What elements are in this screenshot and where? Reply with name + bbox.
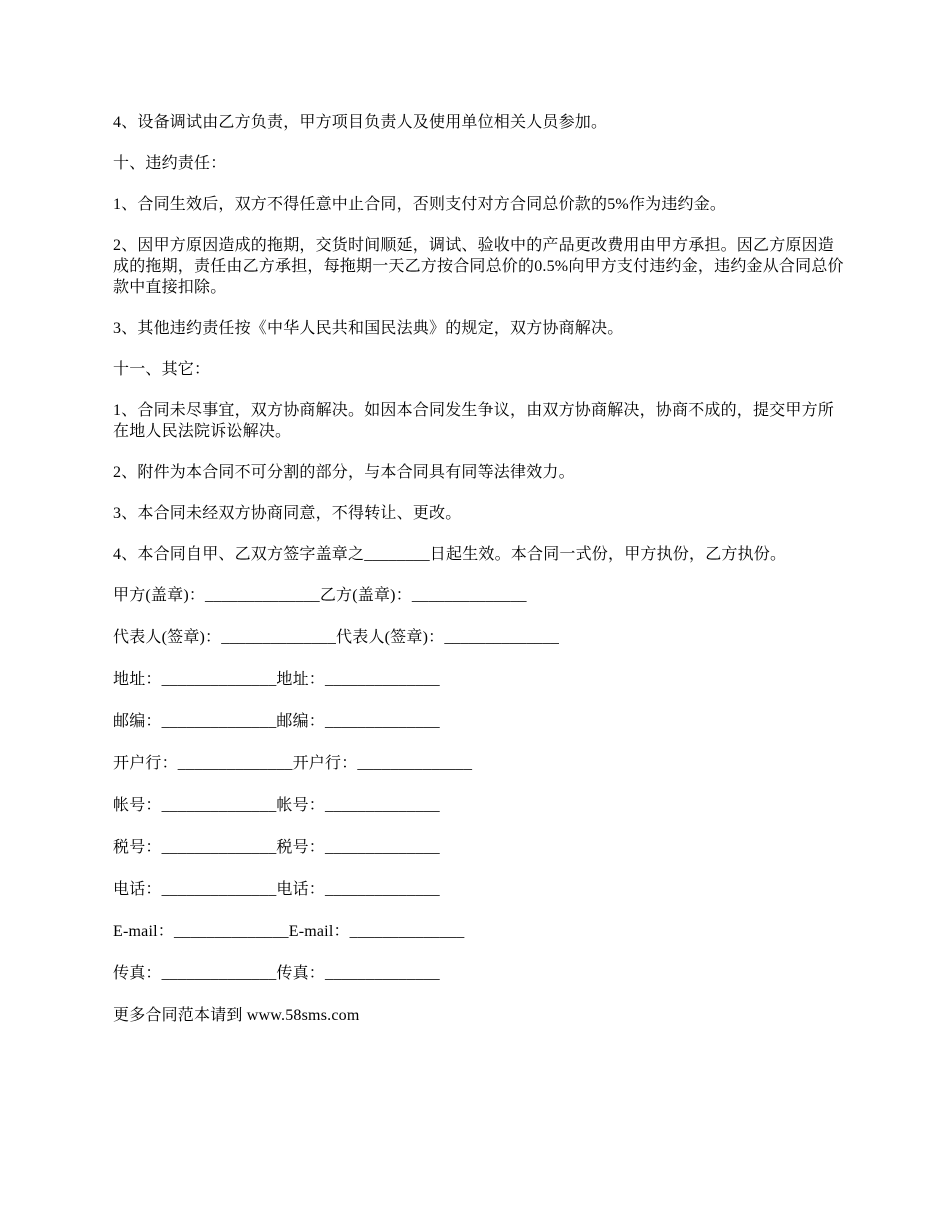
clause-10-3: 3、其他违约责任按《中华人民共和国民法典》的规定，双方协商解决。: [113, 320, 624, 337]
signature-postcode-line: 邮编：______________邮编：______________: [113, 713, 440, 730]
footer-more-templates: 更多合同范本请到 www.58sms.com: [113, 1007, 360, 1024]
clause-4-debugging: 4、设备调试由乙方负责，甲方项目负责人及使用单位相关人员参加。: [113, 114, 608, 131]
signature-email-line: E-mail：______________E-mail：______________: [113, 923, 465, 940]
signature-tax-line: 税号：______________税号：______________: [113, 839, 440, 856]
clause-11-3: 3、本合同未经双方协商同意，不得转让、更改。: [113, 505, 462, 522]
document-page: [113, 112, 845, 1046]
signature-representative-line: 代表人(签章)：______________代表人(签章)：______________: [113, 629, 560, 646]
section-heading-10: 十、违约责任：: [113, 155, 227, 172]
signature-account-line: 帐号：______________帐号：______________: [113, 797, 440, 814]
signature-party-line: 甲方(盖章)：______________乙方(盖章)：______________: [113, 587, 527, 604]
clause-10-2: 2、因甲方原因造成的拖期，交货时间顺延，调试、验收中的产品更改费用由甲方承担。因乙方原因造成的拖期，责任由乙方承担，每拖期一天乙方按合同总价的0.5%向甲方支付违约金，违约金从合同总价款中直接扣除。: [113, 237, 844, 296]
section-heading-11: 十一、其它：: [113, 361, 211, 378]
clause-11-2: 2、附件为本合同不可分割的部分，与本合同具有同等法律效力。: [113, 464, 575, 481]
clause-11-1: 1、合同未尽事宜，双方协商解决。如因本合同发生争议，由双方协商解决，协商不成的，提交甲方所在地人民法院诉讼解决。: [113, 402, 835, 440]
clause-10-1: 1、合同生效后，双方不得任意中止合同，否则支付对方合同总价款的5%作为违约金。: [113, 196, 727, 213]
signature-phone-line: 电话：______________电话：______________: [113, 881, 440, 898]
signature-fax-line: 传真：______________传真：______________: [113, 965, 440, 982]
clause-11-4: 4、本合同自甲、乙双方签字盖章之________日起生效。本合同一式份，甲方执份，乙方执份。: [113, 546, 787, 563]
signature-bank-line: 开户行：______________开户行：______________: [113, 755, 473, 772]
signature-address-line: 地址：______________地址：______________: [113, 671, 440, 688]
